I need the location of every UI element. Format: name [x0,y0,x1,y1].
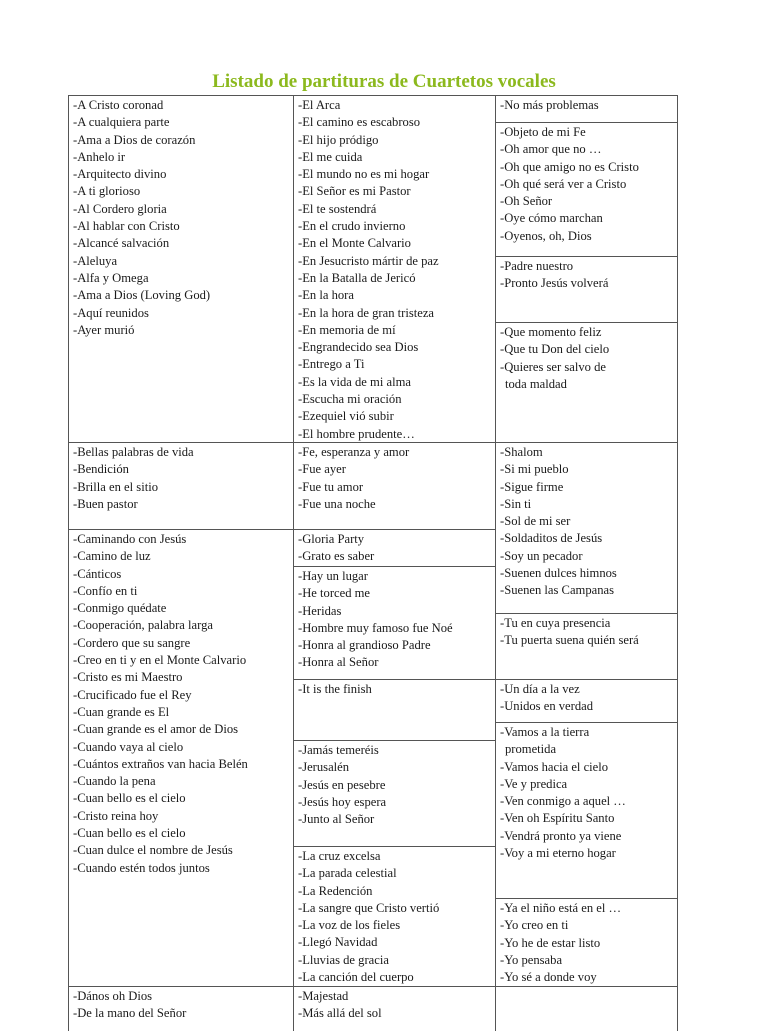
list-item: -En memoria de mí [298,322,396,337]
list-item: -Creo en ti y en el Monte Calvario [73,653,247,668]
list-item: -Un día a la vez [500,682,580,696]
page-title: Listado de partituras de Cuartetos vocales [212,71,556,92]
list-item: -Conmigo quédate [73,601,167,616]
list-item: -El camino es escabroso [298,115,421,130]
table-cell [293,566,496,680]
list-item: -Honra al Señor [298,655,379,670]
list-item: -Vamos hacia el cielo [500,759,609,774]
list-item: -Ayer murió [73,322,135,337]
list-item: -Pronto Jesús volverá [500,276,609,291]
title-list [500,124,639,245]
table-cell [293,740,496,847]
list-item: -He torced me [298,586,371,601]
list-item: -Suenen las Campanas [500,583,615,598]
list-item: -Heridas [298,603,342,618]
list-item: toda maldad [505,376,567,391]
list-item: -En Jesucristo mártir de paz [298,253,439,268]
list-item: -Fue una noche [298,496,376,511]
table-cell [293,95,496,443]
list-item: -Yo sé a donde voy [500,970,597,985]
list-item: -Anhelo ir [73,149,126,164]
title-list [298,531,374,566]
title-list [500,97,599,114]
list-item: -A cualquiera parte [73,115,170,130]
list-item: -Fe, esperanza y amor [298,445,410,459]
list-item: -Sol de mi ser [500,514,571,529]
list-item: -Honra al grandioso Padre [298,638,431,653]
list-item: -El te sostendrá [298,201,377,216]
title-list [500,444,617,600]
list-item: -La Redención [298,883,373,898]
title-list [298,988,382,1023]
list-item: -En la Batalla de Jericó [298,270,416,285]
list-item: -Tu puerta suena quién será [500,633,639,648]
table-cell [495,986,678,1031]
list-item: -Confío en ti [73,583,138,598]
table-cell [68,986,294,1031]
list-item: -Bellas palabras de vida [73,445,194,459]
list-item: -Unidos en verdad [500,699,594,714]
title-list [298,681,372,698]
list-item: -Ya el niño está en el … [500,901,622,915]
title-list [500,681,593,716]
table-cell [495,322,678,443]
list-item: -Voy a mi eterno hogar [500,846,616,861]
list-item: -Hay un lugar [298,569,368,583]
list-item: -Oye cómo marchan [500,211,603,226]
list-item: -Yo he de estar listo [500,935,601,950]
list-item: -Ama a Dios (Loving God) [73,288,211,303]
list-item: -Oh Señor [500,194,553,209]
list-item: -Jamás temeréis [298,743,379,757]
list-item: -Llegó Navidad [298,935,378,950]
list-item: -El me cuida [298,149,363,164]
list-item: -Cooperación, palabra larga [73,618,213,633]
list-item: -En la hora de gran tristeza [298,305,435,320]
title-list [298,444,409,513]
list-item: -Fue tu amor [298,479,364,494]
list-item: -Si mi pueblo [500,462,569,477]
list-item: -Padre nuestro [500,259,574,273]
list-item: -Tu en cuya presencia [500,616,611,630]
list-item: -Oh qué será ver a Cristo [500,176,627,191]
list-item: -Ezequiel vió subir [298,409,394,424]
list-item: -Aleluya [73,253,118,268]
title-list [298,568,453,672]
table-cell [293,846,496,987]
list-item: -La cruz excelsa [298,849,381,863]
list-item: -Bendición [73,462,129,477]
table-cell [495,95,678,123]
list-item: -Yo pensaba [500,952,563,967]
list-item: -Yo creo en ti [500,918,569,933]
list-item: -Cuan bello es el cielo [73,791,186,806]
title-list [500,724,626,862]
table-cell [293,442,496,530]
list-item: -Cuan dulce el nombre de Jesús [73,843,233,858]
list-item: -Ven oh Espíritu Santo [500,811,615,826]
list-item: -Cordero que su sangre [73,635,191,650]
list-item: -Sigue firme [500,479,564,494]
list-item: -No más problemas [500,98,599,112]
list-item: -Escucha mi oración [298,392,402,407]
list-item: -Buen pastor [73,496,138,511]
list-item: -Oh amor que no … [500,142,602,157]
list-item: -Shalom [500,445,543,459]
list-item: -Oyenos, oh, Dios [500,228,592,243]
list-item: -La parada celestial [298,866,397,881]
list-item: -Cuando vaya al cielo [73,739,184,754]
list-item: -Al hablar con Cristo [73,219,180,234]
list-item: -Sin ti [500,496,532,511]
list-item: -Caminando con Jesús [73,532,187,546]
list-item: -La sangre que Cristo vertió [298,900,440,915]
table-cell [293,679,496,741]
list-item: -It is the finish [298,682,372,696]
list-item: -Jesús hoy espera [298,794,387,809]
list-item: -Majestad [298,989,349,1003]
table-cell [293,529,496,567]
list-item: -El hombre prudente… [298,426,415,441]
list-item: prometida [505,742,557,757]
list-item: -La canción del cuerpo [298,970,414,985]
list-item: -Objeto de mi Fe [500,125,586,139]
list-item: -Al Cordero gloria [73,201,167,216]
list-item: -Es la vida de mi alma [298,374,411,389]
table-cell [68,529,294,987]
title-list [500,324,609,393]
list-item: -Cuando estén todos juntos [73,860,210,875]
list-item: -Grato es saber [298,549,375,564]
list-item: -Oh que amigo no es Cristo [500,159,639,174]
list-item: -Alfa y Omega [73,270,149,285]
list-item: -Ve y predica [500,776,568,791]
list-item: -El Arca [298,98,341,112]
table-cell [68,442,294,530]
title-list [73,531,248,877]
list-item: -Soy un pecador [500,548,583,563]
list-item: -Jesús en pesebre [298,777,386,792]
list-item: -Que tu Don del cielo [500,342,610,357]
list-item: -Soldaditos de Jesús [500,531,603,546]
title-list [73,444,194,513]
list-item: -Cuan grande es El [73,704,170,719]
list-item: -Suenen dulces himnos [500,566,617,581]
list-item: -Dános oh Dios [73,989,153,1003]
table-cell [293,986,496,1031]
list-item: -La voz de los fieles [298,918,401,933]
title-list [298,97,439,443]
list-item: -En la hora [298,288,354,303]
title-list [500,900,621,986]
list-item: -Quieres ser salvo de [500,359,606,374]
list-item: -Hombre muy famoso fue Noé [298,620,453,635]
list-item: -Camino de luz [73,549,151,564]
list-item: -Que momento feliz [500,325,602,339]
table-cell [495,613,678,680]
list-item: -Brilla en el sitio [73,479,158,494]
list-item: -Cuan grande es el amor de Dios [73,722,239,737]
list-item: -Engrandecido sea Dios [298,340,419,355]
list-item: -De la mano del Señor [73,1006,187,1021]
list-item: -Gloria Party [298,532,365,546]
table-cell [495,898,678,987]
list-item: -En el Monte Calvario [298,236,411,251]
table-cell [68,95,294,443]
table-cell [495,256,678,323]
list-item: -Alcancé salvación [73,236,170,251]
table-cell [495,122,678,257]
list-item: -En el crudo invierno [298,219,406,234]
list-item: -Lluvias de gracia [298,952,389,967]
list-item: -Fue ayer [298,462,346,477]
list-item: -A Cristo coronad [73,98,164,112]
list-item: -Jerusalén [298,760,350,775]
list-item: -A ti glorioso [73,184,141,199]
list-item: -Ven conmigo a aquel … [500,794,626,809]
list-item: -Junto al Señor [298,812,375,827]
list-item: -El Señor es mi Pastor [298,184,411,199]
list-item: -Cánticos [73,566,122,581]
title-list [500,258,608,293]
table-cell [495,722,678,899]
list-item: -Más allá del sol [298,1006,382,1021]
list-item: -Cuántos extraños van hacia Belén [73,756,248,771]
list-item: -Cuan bello es el cielo [73,826,186,841]
list-item: -Cuando la pena [73,774,156,789]
list-item: -El hijo pródigo [298,132,379,147]
table-cell [495,442,678,614]
title-list [298,848,439,986]
list-item: -Cristo es mi Maestro [73,670,183,685]
list-item: -Crucificado fue el Rey [73,687,192,702]
list-item: -Ama a Dios de corazón [73,132,196,147]
list-item: -Vamos a la tierra [500,725,590,739]
table-cell [495,679,678,723]
title-list [73,97,210,339]
title-list [298,742,386,828]
list-item: -Aquí reunidos [73,305,149,320]
list-item: -Cristo reina hoy [73,808,159,823]
list-item: -Entrego a Ti [298,357,365,372]
title-list [73,988,186,1023]
list-item: -Arquitecto divino [73,167,167,182]
title-list [500,615,639,650]
list-item: -El mundo no es mi hogar [298,167,430,182]
list-item: -Vendrá pronto ya viene [500,828,622,843]
